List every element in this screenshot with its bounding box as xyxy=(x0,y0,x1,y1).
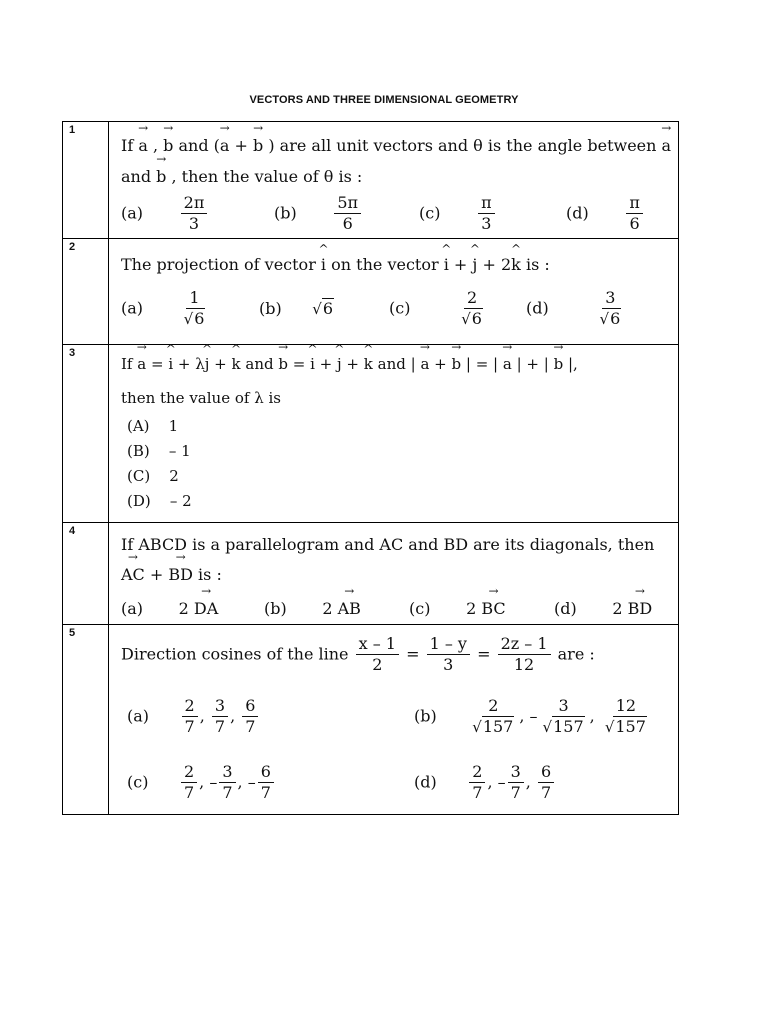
question-body xyxy=(109,345,679,523)
question-text: If ABCD is a parallelogram and AC and BD are its diagonals, then xyxy=(121,535,655,554)
option-d: (d) 2 → BD xyxy=(554,599,652,618)
questions-table xyxy=(62,121,679,815)
option-d: (D) – 2 xyxy=(127,492,192,510)
option-a: (A) 1 xyxy=(127,417,179,435)
question-row xyxy=(63,239,679,345)
question-row xyxy=(63,345,679,523)
question-text: Direction cosines of the line $\frac{x - 1}{2}$ = $\frac{1 - y}{3}$ = $\frac{2z - 1}{12}$ are : xyxy=(121,634,595,675)
question-text: If → a = ^ i + λ^ j + ^ k and → b = ^ i + ^ j + ^ k and | → a + → b | = | → a | + | → b |, xyxy=(121,355,578,373)
question-row xyxy=(63,625,679,815)
question-number: 3 xyxy=(63,345,109,523)
question-row xyxy=(63,122,679,239)
question-body xyxy=(109,523,679,625)
option-c: (c) 2 → BC xyxy=(409,599,506,618)
question-text: then the value of λ is xyxy=(121,389,281,407)
question-body xyxy=(109,239,679,345)
question-number: 5 xyxy=(63,625,109,815)
question-number: 1 xyxy=(63,122,109,239)
question-text: The projection of vector ^ i on the vector ^ i + ^ j + 2^ k is : xyxy=(121,255,550,274)
option-a: (a) 2 → DA xyxy=(121,599,218,618)
option-c: (C) 2 xyxy=(127,467,179,485)
question-body xyxy=(109,122,679,239)
option-d: (d) $\frac{\pi}{6}$ xyxy=(566,194,645,234)
option-b: (b) 2 → AB xyxy=(264,599,361,618)
option-c: (c) $\frac{2}{√6}$ xyxy=(389,288,482,329)
option-d: (d) $\frac{3}{√6}$ xyxy=(526,288,621,329)
question-body xyxy=(109,625,679,815)
option-c: (c) $\frac{2}{7}$ , – $\frac{3}{7}$ , – $\frac{6}{7}$ xyxy=(127,763,276,803)
page-title: VECTORS AND THREE DIMENSIONAL GEOMETRY xyxy=(249,94,519,106)
option-c: (c) $\frac{\pi}{3}$ xyxy=(419,194,497,234)
option-b: (b) $\frac{2}{√157}$ , – $\frac{3}{√157}$ , $\frac{12}{√157}$ xyxy=(414,696,646,737)
option-b: (b) √6 xyxy=(259,299,333,318)
question-text: and → b , then the value of θ is : xyxy=(121,167,362,186)
option-b: (b) $\frac{5\pi}{6}$ xyxy=(274,194,363,234)
option-b: (B) – 1 xyxy=(127,442,191,460)
option-a: (a) $\frac{2}{7}$ , $\frac{3}{7}$ , $\frac{6}{7}$ xyxy=(127,697,260,737)
question-number: 2 xyxy=(63,239,109,345)
option-a: (a) $\frac{1}{√6}$ xyxy=(121,288,205,329)
option-d: (d) $\frac{2}{7}$ , – $\frac{3}{7}$ , $\frac{6}{7}$ xyxy=(414,763,556,803)
option-a: (a) $\frac{2\pi}{3}$ xyxy=(121,194,209,234)
question-row xyxy=(63,523,679,625)
question-text: → AC + → BD is : xyxy=(121,565,222,584)
question-number: 4 xyxy=(63,523,109,625)
question-text: If → a , → b and (→ a + → b ) are all unit vectors and θ is the angle between → a xyxy=(121,136,671,155)
